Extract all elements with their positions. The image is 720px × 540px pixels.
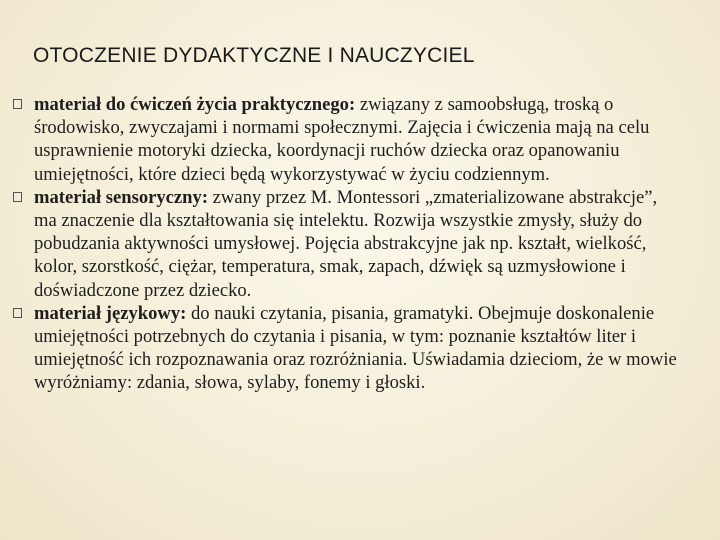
- bullet-list: [34, 93, 679, 395]
- slide-title: OTOCZENIE DYDAKTYCZNE I NAUCZYCIEL: [33, 44, 475, 67]
- bullet-square-icon: [13, 192, 22, 202]
- bullet-term: materiał sensoryczny:: [34, 186, 209, 208]
- bullet-square-icon: [13, 308, 22, 318]
- bullet-item-sensory: [34, 186, 679, 302]
- bullet-square-icon: [13, 99, 22, 109]
- bullet-text: zwany przez M. Montessori „zmaterializowane abstrakcje”, ma znaczenie dla kształtowania się intelektu. Rozwija wszystkie zmysły, służy do pobudzania aktywności umysłowej. Pojęcia abstrakcyjne jak np. kształt, wielkość, kolor, szorstkość, ciężar, temperatura, smak, zapach, dźwięk są uzmysłowione i doświadczone przez dziecko.: [34, 186, 658, 301]
- bullet-item-practical-life: [34, 93, 679, 186]
- bullet-item-language: [34, 302, 679, 395]
- bullet-term: materiał do ćwiczeń życia praktycznego:: [34, 94, 356, 115]
- bullet-term: materiał językowy:: [34, 302, 187, 324]
- bullet-text: związany z samoobsługą, troską o środowisko, zwyczajami i normami społecznymi. Zajęcia i ćwiczenia mają na celu usprawnienie motoryki dziecka, koordynacji ruchów dziecka oraz opanowaniu umiejętności, które dzieci będą wykorzystywać w życiu codziennym.: [34, 94, 650, 185]
- bullet-text: do nauki czytania, pisania, gramatyki. Obejmuje doskonalenie umiejętności potrzebnych do czytania i pisania, w tym: poznanie kształtów liter i umiejętność ich rozpoznawania oraz rozróżniania. Uświadamia dzieciom, że w mowie wyróżniamy: zdania, słowa, sylaby, fonemy i głoski.: [34, 302, 677, 394]
